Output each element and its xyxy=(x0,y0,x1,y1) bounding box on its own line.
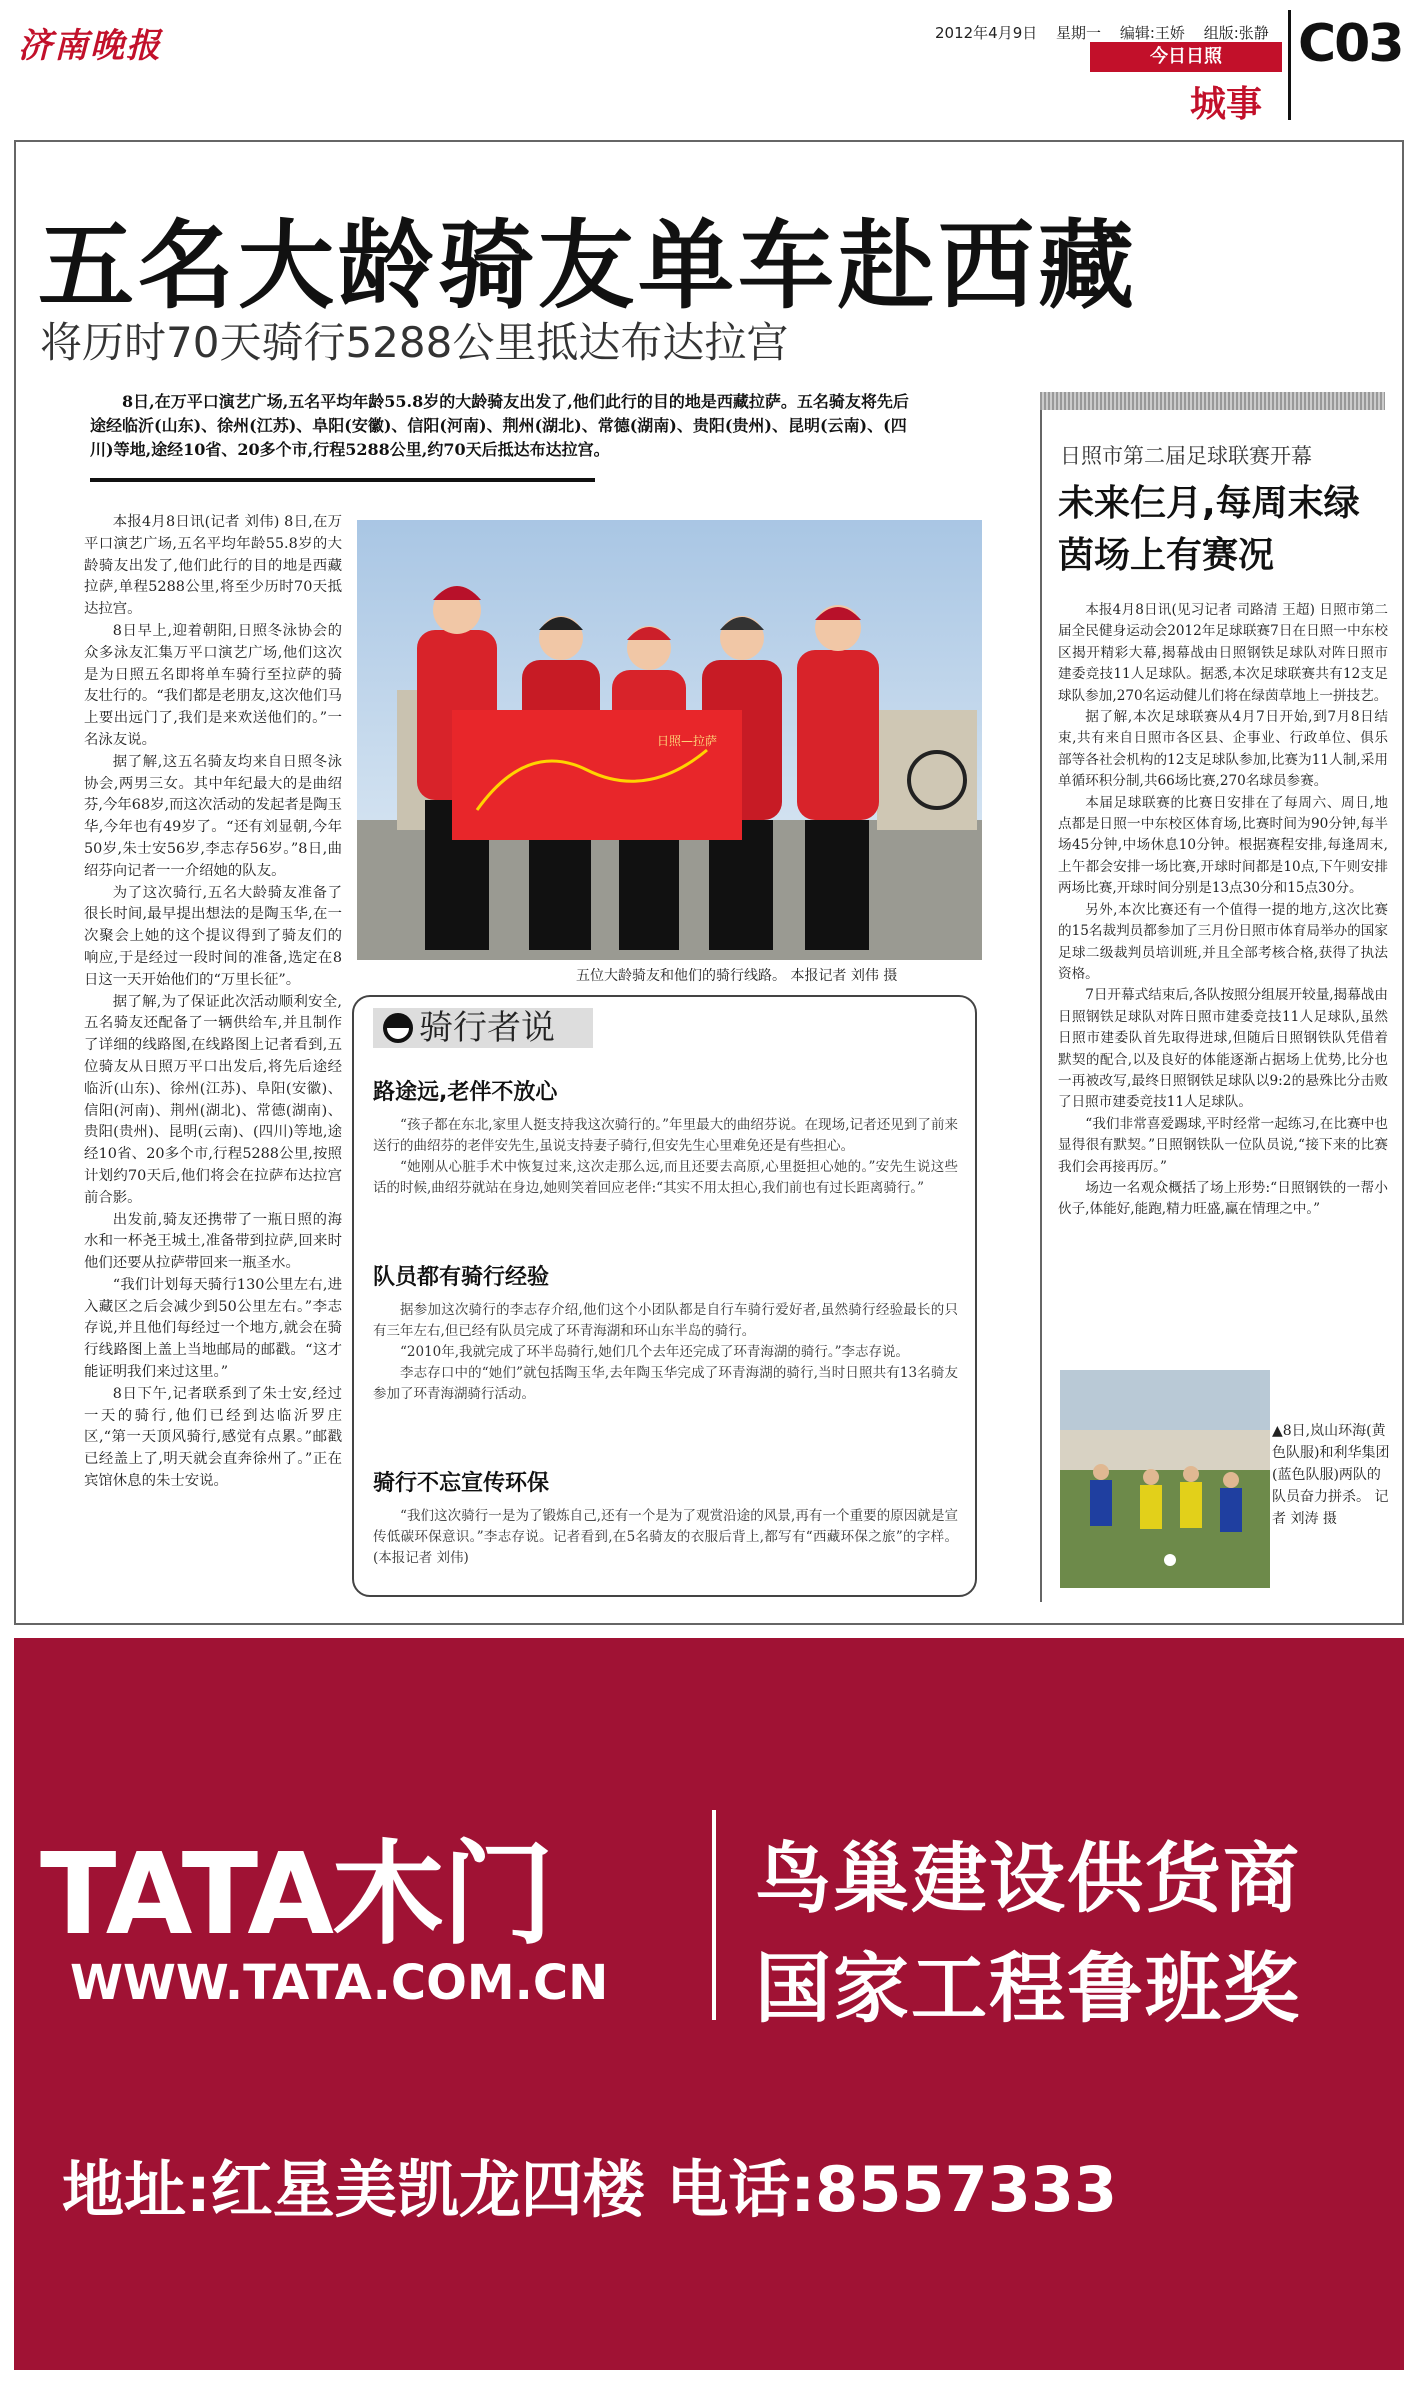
issue-date: 2012年4月9日 xyxy=(935,24,1038,42)
masthead: 济南晚报 xyxy=(18,26,162,66)
article-paragraph: 8日下午,记者联系到了朱士安,经过一天的骑行,他们已经到达临沂罗庄区,“第一天顶风骑行,感觉有点累。”邮戳已经盖上了,明天就会直奔徐州了。”正在宾馆休息的朱士安说。 xyxy=(84,1385,342,1490)
article-paragraph: 本报4月8日讯(记者 刘伟) 8日,在万平口演艺广场,五名平均年龄55.8岁的大龄骑友出发了,他们此行的目的地是西藏拉萨,单程5288公里,将至少历时70天抵达拉宫。 xyxy=(84,514,342,618)
sidebar-stripe xyxy=(1040,392,1385,410)
sidebar-headline: 未来仨月,每周末绿茵场上有赛况 xyxy=(1058,483,1360,576)
ad-divider xyxy=(712,1810,716,2020)
section-banner: 今日日照 xyxy=(1090,42,1282,72)
article-paragraph: 据了解,这五名骑友均来自日照冬泳协会,两男三女。其中年纪最大的是曲绍芬,今年68岁,而这次活动的发起者是陶玉华,今年也有49岁了。“还有刘显朝,今年50岁,朱士安56岁,李志存56岁。”8日,曲绍芬向记者一一介绍她的队友。 xyxy=(84,753,342,879)
ad-url[interactable]: WWW.TATA.COM.CN xyxy=(70,1955,609,2011)
sidebar-kicker: 日照市第二届足球联赛开幕 xyxy=(1060,444,1312,468)
ad-slogan-1: 鸟巢建设供货商 xyxy=(755,1834,1301,1923)
article-paragraph: “我们计划每天骑行130公里左右,进入藏区之后会减少到50公里左右。”李志存说,并且他们每经过一个地方,就会在骑行线路图上盖上当地邮局的邮戳。“这才能证明我们来过这里。” xyxy=(84,1276,342,1381)
sidebar-paragraph: 本报4月8日讯(见习记者 司路清 王超) 日照市第二届全民健身运动会2012年足球联赛7日在日照一中东校区揭开精彩大幕,揭幕战由日照钢铁足球队对阵日照市建委竞技11人足球队。据悉,本次足球联赛共有12支足球队参加,270名运动健儿们将在绿茵草地上一拼技艺。 xyxy=(1058,602,1388,704)
box-section xyxy=(373,1506,958,1569)
box-subheading: 路途远,老伴不放心 xyxy=(373,1080,558,1105)
editor-credit: 编辑:王娇 xyxy=(1119,24,1185,42)
box-section xyxy=(373,1300,958,1405)
sidebar-paragraph: “我们非常喜爱踢球,平时经常一起练习,在比赛中也显得很有默契。”日照钢铁队一位队员说,“接下来的比赛我们会再接再厉。” xyxy=(1058,1115,1388,1175)
sidebar-paragraph: 7日开幕式结束后,各队按照分组展开较量,揭幕战由日照钢铁足球队对阵日照市建委竞技11人足球队,虽然日照市建委队首先取得进球,但随后日照钢铁队凭借着默契的配合,以及良好的体能逐渐占据场上优势,比分也一再被改写,最终日照钢铁足球队以9:2的悬殊比分击败了日照市建委竞技11人足球队。 xyxy=(1058,987,1388,1111)
box-paragraph: “孩子都在东北,家里人挺支持我这次骑行的。”年里最大的曲绍芬说。在现场,记者还见到了前来送行的曲绍芬的老伴安先生,虽说支持妻子骑行,但安先生心里难免还是有些担心。 xyxy=(373,1117,958,1154)
article-paragraph: 为了这次骑行,五名大龄骑友准备了很长时间,最早提出想法的是陶玉华,在一次聚会上她的这个提议得到了骑友们的响应,于是经过一段时间的准备,选定在8日这一天开始他们的“万里长征”。 xyxy=(84,884,342,988)
ad-address: 地址:红星美凯龙四楼 电话:8557333 xyxy=(62,2153,1118,2226)
article-paragraph: 出发前,骑友还携带了一瓶日照的海水和一杯尧王城土,准备带到拉萨,回来时他们还要从拉萨带回来一瓶圣水。 xyxy=(84,1211,342,1272)
section-name: 城事 xyxy=(1190,84,1263,125)
sidebar-paragraph: 本届足球联赛的比赛日安排在了每周六、周日,地点都是日照一中东校区体育场,比赛时间为90分钟,每半场45分钟,中场休息10分钟。根据赛程安排,每逢周末,上午都会安排一场比赛,开球时间都是10点,下午则安排两场比赛,开球时间分别是13点30分和15点30分。 xyxy=(1058,794,1388,897)
sidebar-column xyxy=(1058,600,1388,1221)
circle-icon xyxy=(383,1013,413,1043)
article-subhead: 将历时70天骑行5288公里抵达布达拉宫 xyxy=(40,318,789,367)
photo-caption: 五位大龄骑友和他们的骑行线路。 本报记者 刘伟 摄 xyxy=(576,968,898,984)
sidebar-paragraph: 场边一名观众概括了场上形势:“日照钢铁的一帮小伙子,体能好,能跑,精力旺盛,赢在情理之中。” xyxy=(1058,1179,1388,1218)
header-divider xyxy=(1288,10,1291,120)
box-section xyxy=(373,1115,958,1199)
soccer-photo xyxy=(1060,1370,1270,1588)
issue-meta xyxy=(935,22,1283,43)
article-headline: 五名大龄骑友单车赴西藏 xyxy=(38,210,1138,322)
box-title xyxy=(373,1008,593,1048)
box-subheading: 队员都有骑行经验 xyxy=(373,1265,550,1290)
box-subheading: 骑行不忘宣传环保 xyxy=(373,1471,550,1496)
sidebar-paragraph: 据了解,本次足球联赛从4月7日开始,到7月8日结束,共有来自日照市各区县、企事业、行政单位、俱乐部等各社会机构的12支足球队参加,比赛为11人制,采用单循环积分制,共66场比赛,270名球员参赛。 xyxy=(1058,709,1388,790)
layout-credit: 组版:张静 xyxy=(1203,24,1269,42)
box-paragraph: “她刚从心脏手术中恢复过来,这次走那么远,而且还要去高原,心里挺担心她的。”安先生说这些话的时候,曲绍芬就站在身边,她则笑着回应老伴:“其实不用太担心,我们前也有过长距离骑行。” xyxy=(373,1159,958,1196)
box-title-text: 骑行者说 xyxy=(419,1008,555,1048)
cyclists-photo xyxy=(357,520,982,960)
box-paragraph: “2010年,我就完成了环半岛骑行,她们几个去年还完成了环青海湖的骑行。”李志存说。 xyxy=(400,1344,909,1360)
box-paragraph: 李志存口中的“她们”就包括陶玉华,去年陶玉华完成了环青海湖的骑行,当时日照共有13名骑友参加了环青海湖骑行活动。 xyxy=(373,1365,958,1402)
ad-brand: TATA木门 xyxy=(40,1830,553,1960)
soccer-photo-caption: ▲8日,岚山环海(黄色队服)和利华集团(蓝色队服)两队的队员奋力拼杀。 记者 刘涛 摄 xyxy=(1272,1423,1390,1527)
article-paragraph: 8日早上,迎着朝阳,日照冬泳协会的众多泳友汇集万平口演艺广场,他们这次是为日照五名即将单车骑行至拉萨的骑友壮行的。“我们都是老朋友,这次他们马上要出远门了,我们是来欢送他们的。”一名泳友说。 xyxy=(84,622,342,748)
box-paragraph: “我们这次骑行一是为了锻炼自己,还有一个是为了观赏沿途的风景,再有一个重要的原因就是宣传低碳环保意识。”李志存说。记者看到,在5名骑友的衣服后背上,都写有“西藏环保之旅”的字样。 (本报记者 刘伟) xyxy=(373,1508,958,1566)
page-number: C03 xyxy=(1298,14,1403,74)
article-column xyxy=(84,512,342,1493)
article-paragraph: 据了解,为了保证此次活动顺利安全,五名骑友还配备了一辆供给车,并且制作了详细的线路图,在线路图上记者看到,五位骑友从日照万平口出发后,将先后途经临沂(山东)、徐州(江苏)、阜阳(安徽)、信阳(河南)、荆州(湖北)、常德(湖南)、贵阳(贵州)、昆明(云南)、(四川)等地,途经10省、20多个市,行程5288公里,按照计划约70天后,他们将会在拉萨布达拉宫前合影。 xyxy=(84,993,342,1206)
box-paragraph: 据参加这次骑行的李志存介绍,他们这个小团队都是自行车骑行爱好者,虽然骑行经验最长的只有三年左右,但已经有队员完成了环青海湖和环山东半岛的骑行。 xyxy=(373,1302,958,1339)
article-lead: 8日,在万平口演艺广场,五名平均年龄55.8岁的大龄骑友出发了,他们此行的目的地是西藏拉萨。五名骑友将先后途经临沂(山东)、徐州(江苏)、阜阳(安徽)、信阳(河南)、荆州(湖北)、常德(湖南)、贵阳(贵州)、昆明(云南)、(四川)等地,途经10省、20多个市,行程5288公里,约70天后抵达布达拉宫。 xyxy=(90,392,909,459)
lead-rule xyxy=(90,478,595,482)
ad-slogan-2: 国家工程鲁班奖 xyxy=(755,1944,1301,2033)
issue-weekday: 星期一 xyxy=(1056,24,1102,42)
sidebar-paragraph: 另外,本次比赛还有一个值得一提的地方,这次比赛的15名裁判员都参加了三月份日照市体育局举办的国家足球二级裁判员培训班,并且全部考核合格,获得了执法资格。 xyxy=(1058,901,1388,982)
column-divider xyxy=(1040,392,1042,1602)
photo-banner-text: 日照—拉萨 xyxy=(657,734,718,748)
